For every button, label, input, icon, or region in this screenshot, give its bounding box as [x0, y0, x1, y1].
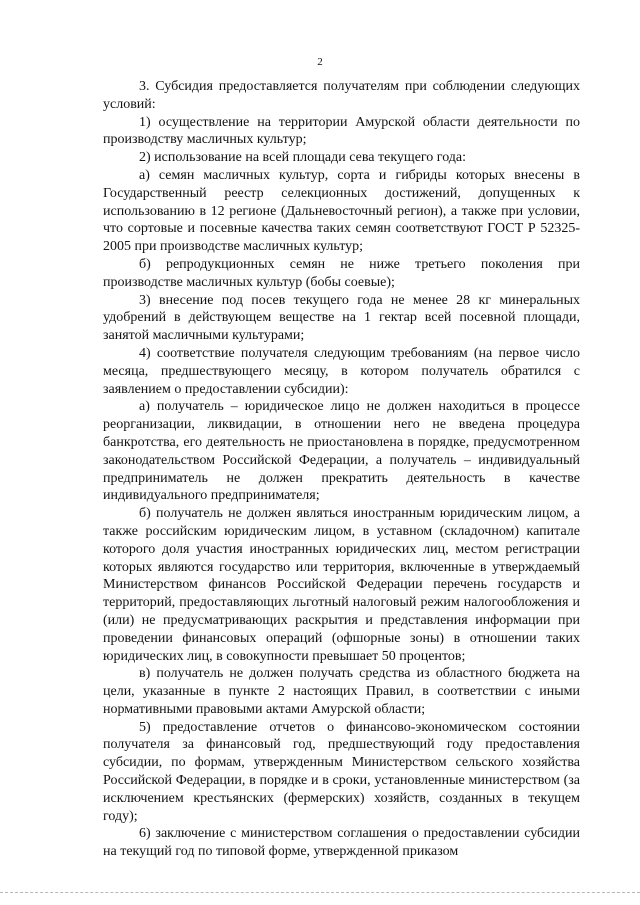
paragraph-3-6: 6) заключение с министерством соглашения о предоставлении субсидии на текущий год по типовой форме, утвержденной приказом: [103, 826, 580, 860]
paragraph-3-4-v: в) получатель не должен получать средства из областного бюджета на цели, указанные в пункте 2 настоящих Правил, в соответствии с иными нормативными правовыми актами Амурской области;: [103, 666, 580, 717]
paragraph-3-2-a: а) семян масличных культур, сорта и гибриды которых внесены в Государственный реестр селекционных достижений, допущенных к использованию в 12 регионе (Дальневосточный регион), а также при условии, что сортовые и посевные качества таких семян соответствуют ГОСТ Р 52325-2005 при производстве масличных культур;: [103, 167, 580, 255]
paragraph-3-4: 4) соответствие получателя следующим требованиям (на первое число месяца, предшествующего месяцу, в котором получатель обратился с заявлением о предоставлении субсидии):: [103, 345, 580, 397]
page-number: 2: [317, 56, 323, 68]
paragraph-3-2: 2) использование на всей площади сева текущего года:: [139, 150, 467, 166]
paragraph-3-4-a: а) получатель – юридическое лицо не должен находиться в процессе реорганизации, ликвидации, в отношении него не введена процедура банкротства, его деятельность не приостановлена в порядке, предусмотренном законодательством Российской Федерации, а получатель – индивидуальный предприниматель не должен прекратить деятельность в качестве индивидуального предпринимателя;: [103, 399, 580, 504]
paragraph-3-2-b: б) репродукционных семян не ниже третьего поколения при производстве масличных культур (бобы соевые);: [103, 256, 580, 290]
paragraph-3-1: 1) осуществление на территории Амурской области деятельности по производству масличных культур;: [103, 114, 580, 148]
paragraph-3-5: 5) предоставление отчетов о финансово-экономическом состоянии получателя за финансовый год, предшествующий году предоставления субсидии, по формам, утвержденным Министерством сельского хозяйства Российской Федерации, в порядке и в сроки, установленные министерством (за исключением крестьянских (фермерских) хозяйств, созданных в текущем году);: [103, 719, 580, 824]
scan-edge-line: [0, 892, 640, 893]
paragraph-3-3: 3) внесение под посев текущего года не менее 28 кг минеральных удобрений в действующем веществе на 1 гектар всей посевной площади, занятой масличными культурами;: [103, 292, 580, 344]
document-body: [103, 78, 580, 861]
paragraph-3-4-b: б) получатель не должен являться иностранным юридическим лицом, а также российским юридическим лицом, в уставном (складочном) капитале которого доля участия иностранных юридических лиц, местом регистрации которых являются государство или территория, включенные в утверждаемый Министерством финансов Российской Федерации перечень государств и территорий, предоставляющих льготный налоговый режим налогообложения и (или) не предусматривающих раскрытия и представления информации при проведении финансовых операций (офшорные зоны) в отношении таких юридических лиц, в совокупности превышает 50 процентов;: [103, 506, 580, 664]
paragraph-3: 3. Субсидия предоставляется получателям при соблюдении следующих условий:: [103, 79, 580, 112]
